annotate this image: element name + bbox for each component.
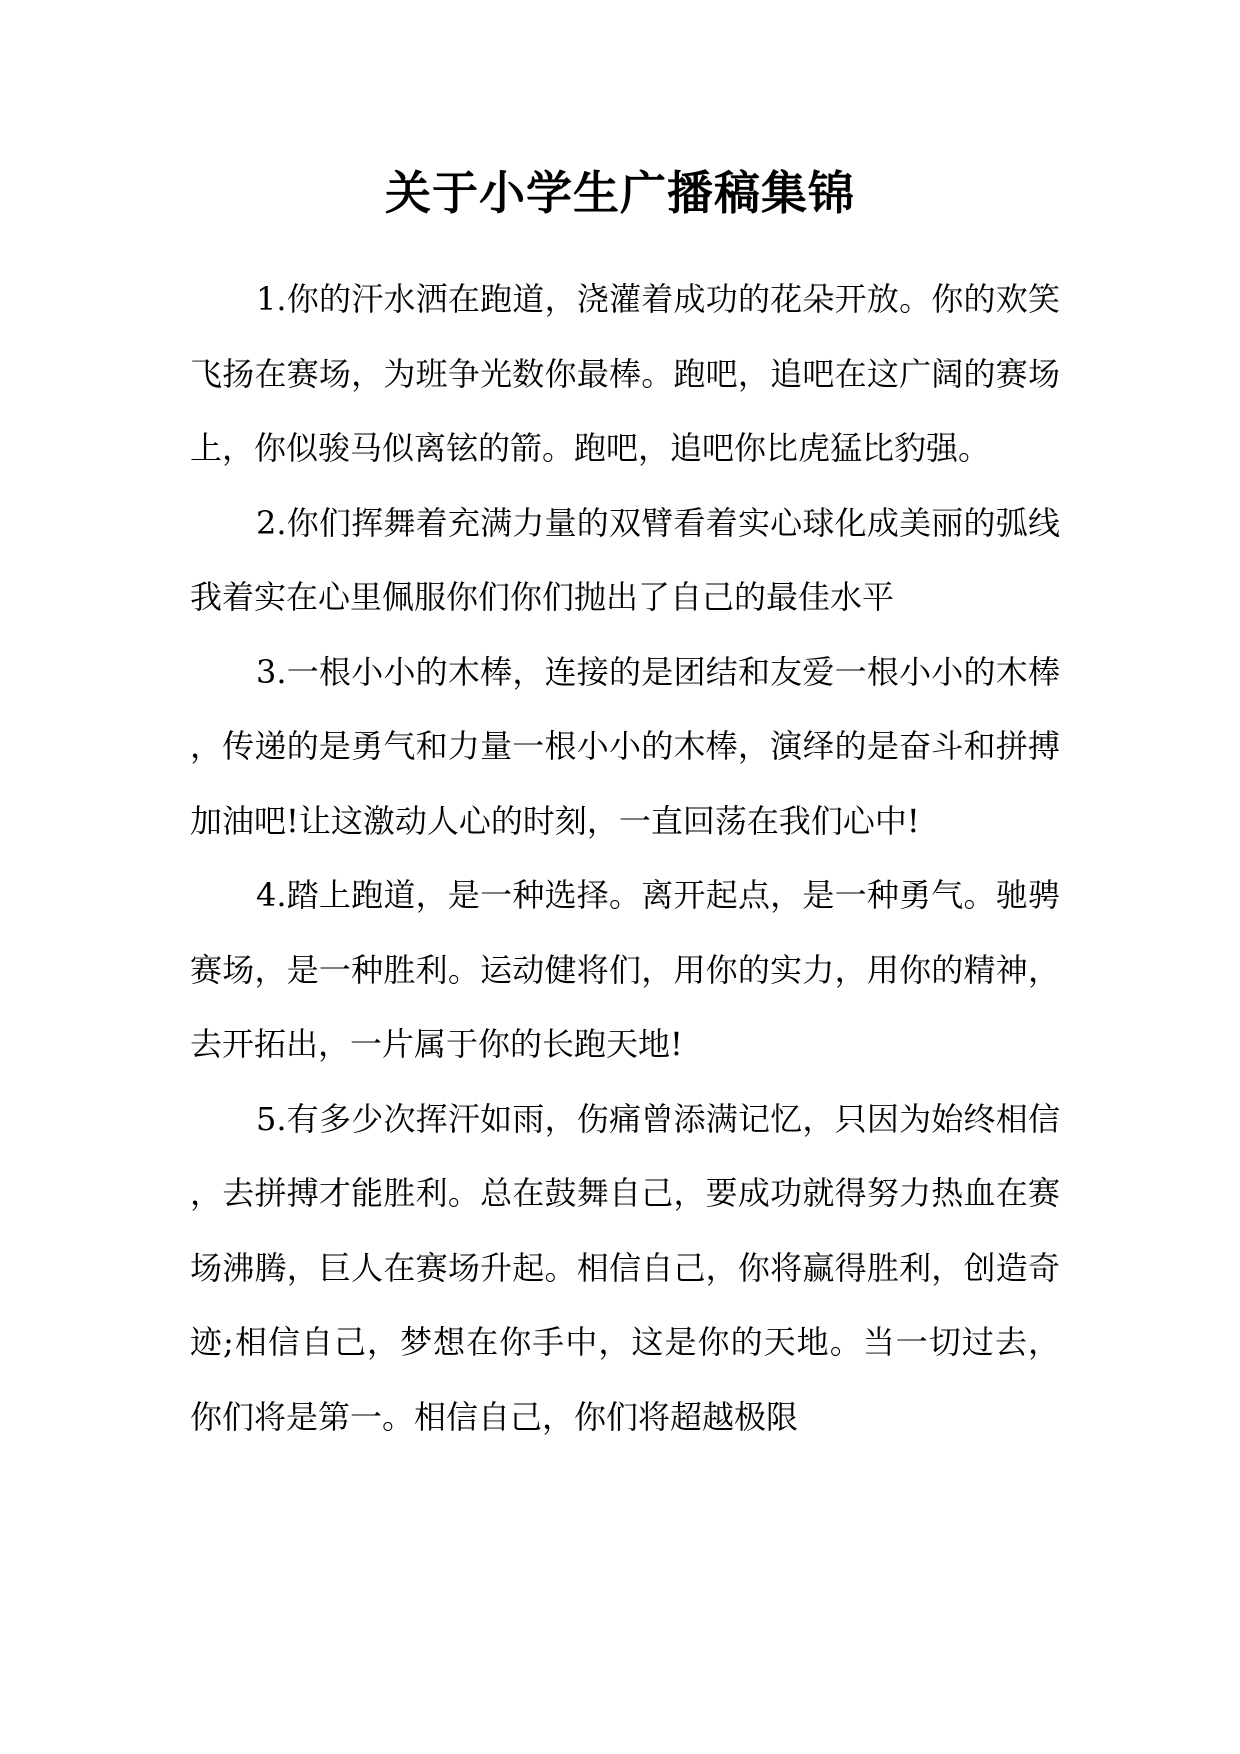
document-body [190,262,1060,1454]
paragraph-5: 5.有多少次挥汗如雨，伤痛曾添满记忆，只因为始终相信，去拼搏才能胜利。总在鼓舞自己，要成功就得努力热血在赛场沸腾，巨人在赛场升起。相信自己，你将赢得胜利，创造奇迹;相信自己，梦想在你手中，这是你的天地。当一切过去，你们将是第一。相信自己，你们将超越极限 [190,1099,1060,1436]
paragraph-3: 3.一根小小的木棒，连接的是团结和友爱一根小小的木棒，传递的是勇气和力量一根小小的木棒，演绎的是奋斗和拼搏加油吧!让这激动人心的时刻，一直回荡在我们心中! [190,652,1060,840]
paragraph-1: 1.你的汗水洒在跑道，浇灌着成功的花朵开放。你的欢笑飞扬在赛场，为班争光数你最棒。跑吧，追吧在这广阔的赛场上，你似骏马似离铉的箭。跑吧，追吧你比虎猛比豹强。 [190,280,1060,467]
document-title: 关于小学生广播稿集锦 [385,166,855,220]
paragraph-2: 2.你们挥舞着充满力量的双臂看着实心球化成美丽的弧线我着实在心里佩服你们你们抛出了自己的最佳水平 [190,503,1060,616]
paragraph-4: 4.踏上跑道，是一种选择。离开起点，是一种勇气。驰骋赛场，是一种胜利。运动健将们，用你的实力，用你的精神，去开拓出，一片属于你的长跑天地! [190,876,1060,1063]
